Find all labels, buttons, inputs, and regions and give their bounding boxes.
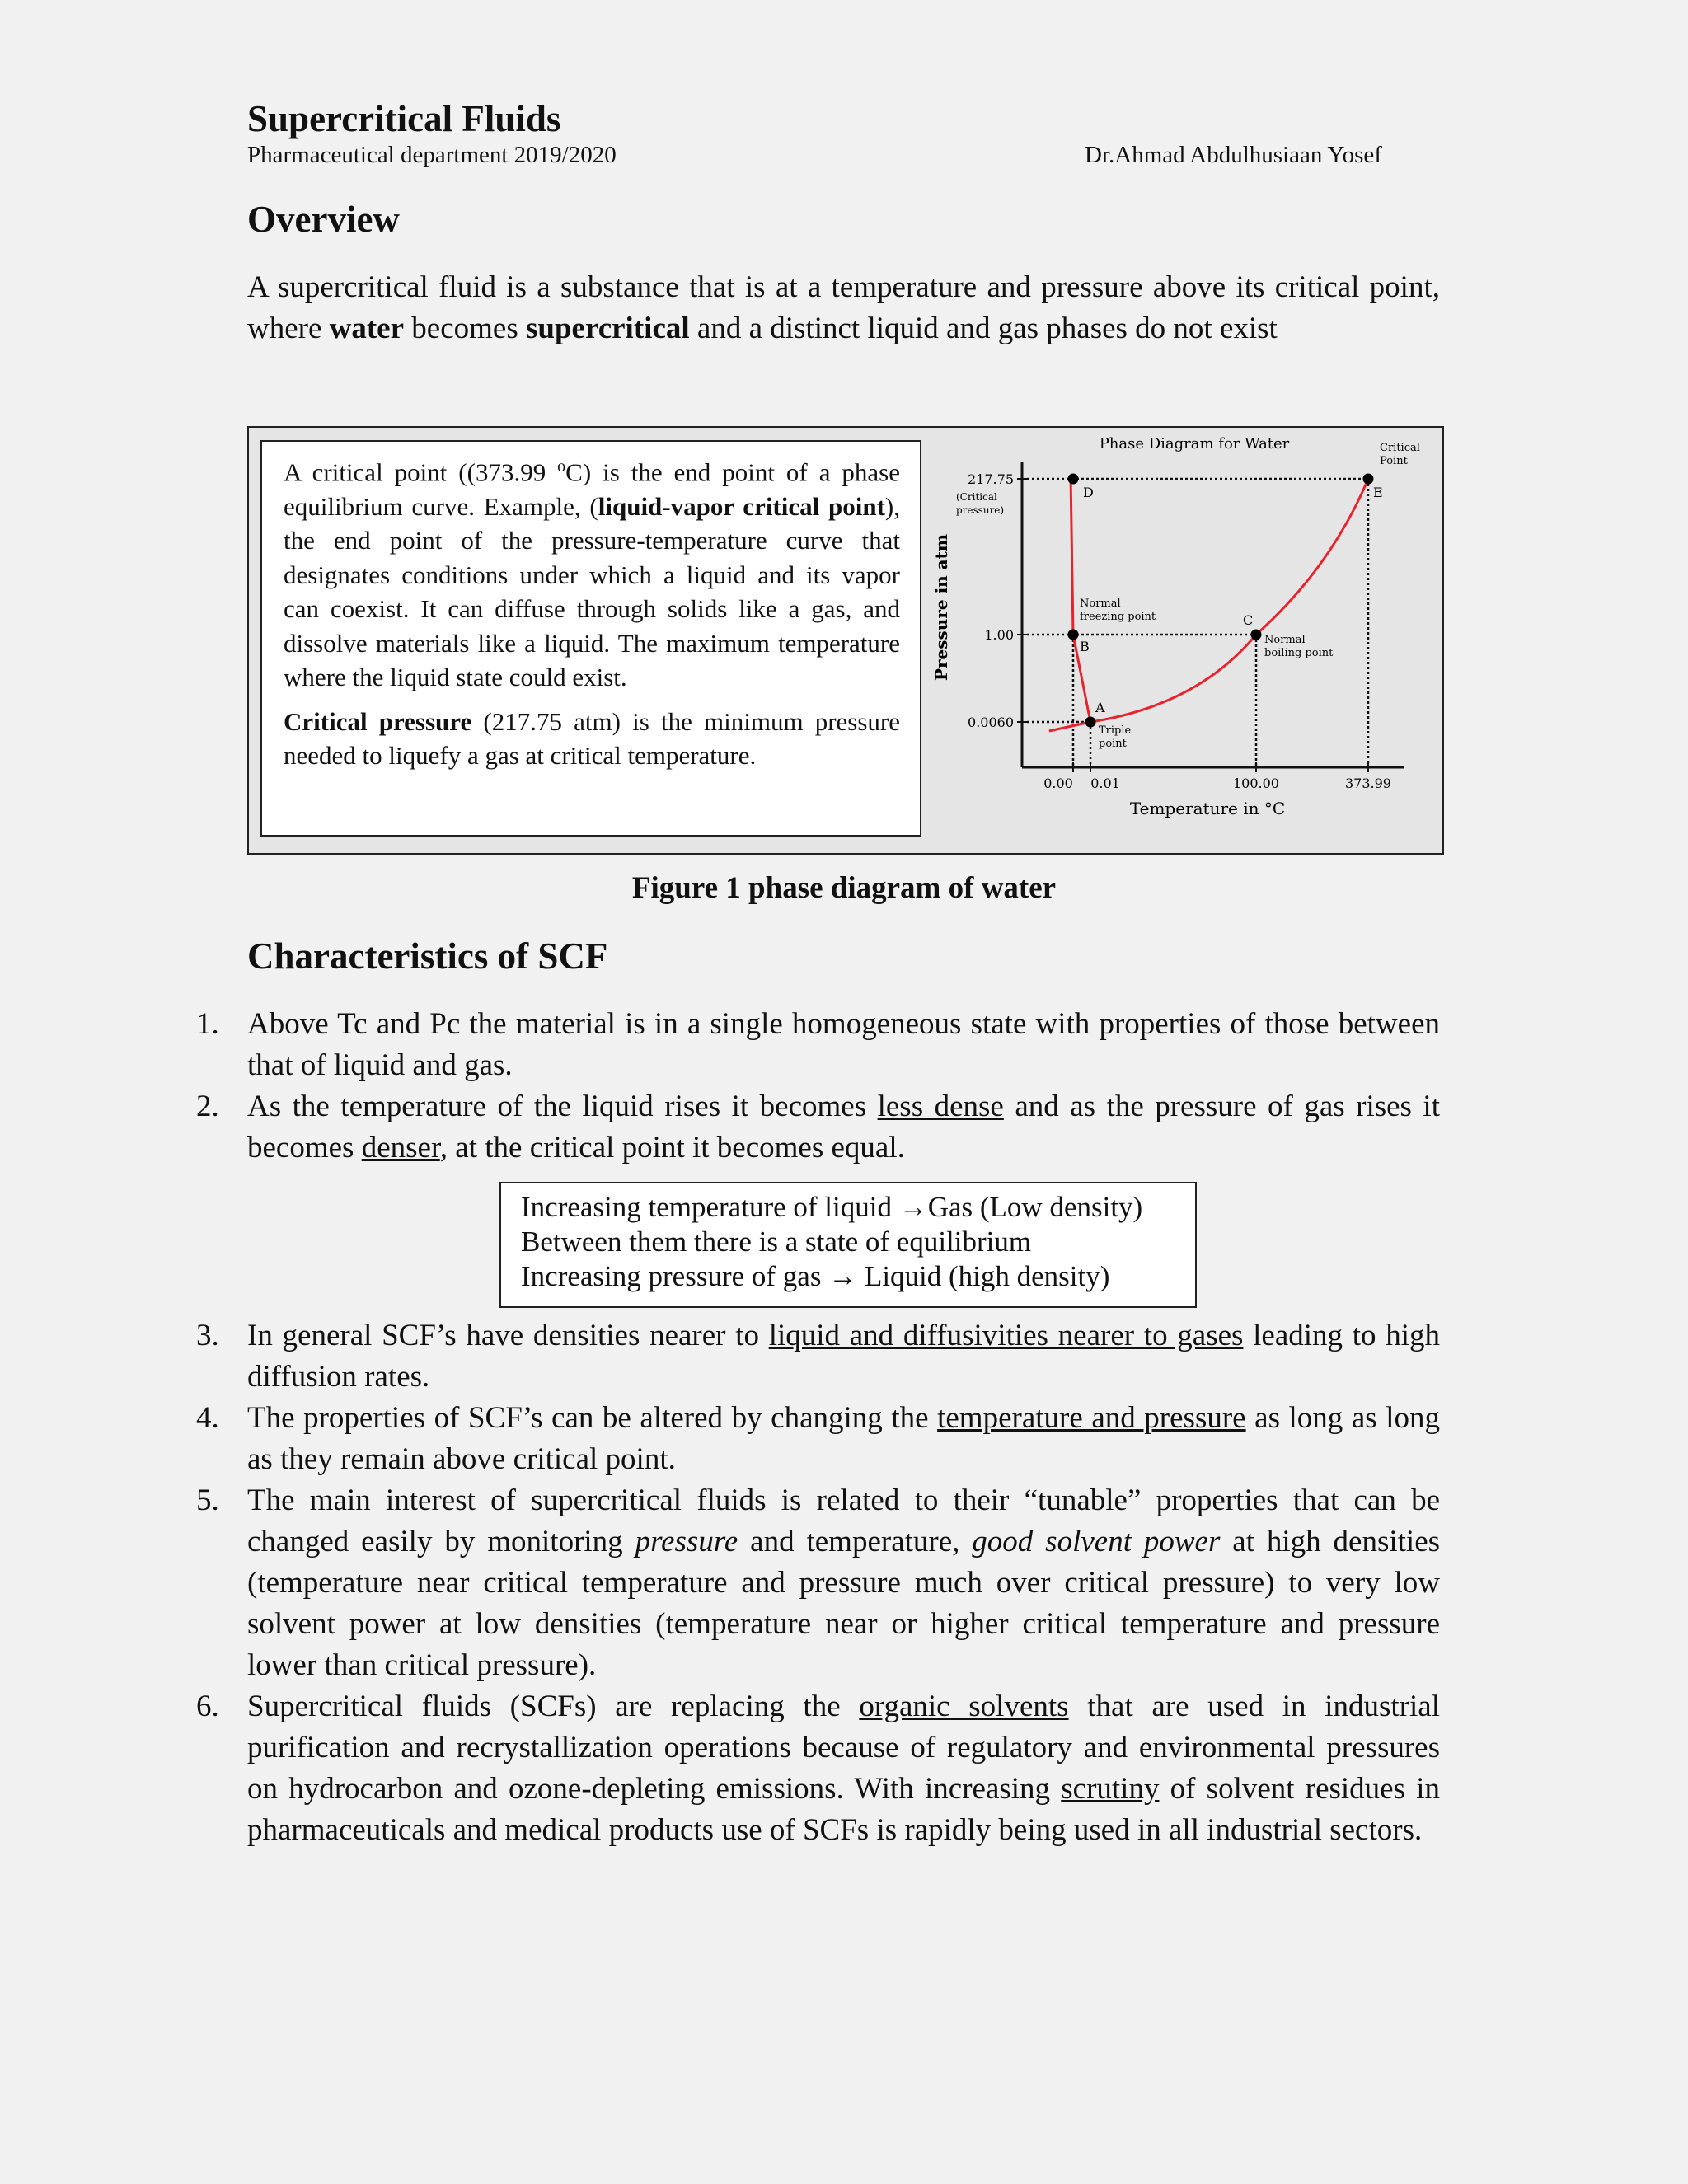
point-label-d: D bbox=[1083, 485, 1094, 500]
point-note: point bbox=[1099, 738, 1127, 750]
point-label-a: A bbox=[1095, 700, 1105, 715]
point-note: Normal bbox=[1264, 634, 1306, 646]
bold-supercritical: supercritical bbox=[525, 312, 690, 345]
list-item-5: 5. The main interest of supercritical fluids is related to their “tunable” properties that can be changed easily by monitoring pressure and temperature, good solvent power at high densities (temperature near critical temperature and pressure much over critical pressure) to very low solvent power at low densities (temperature near or higher critical temperature and pressure lower than critical pressure). bbox=[196, 1483, 1441, 1682]
point-note: Triple bbox=[1099, 724, 1132, 737]
point-d bbox=[1068, 474, 1079, 485]
list-item-4: 4. The properties of SCF’s can be altered by changing the temperature and pressure as long as long as they remain above critical point. bbox=[196, 1401, 1441, 1476]
point-label-e: E bbox=[1373, 485, 1383, 500]
y-tick-label: 1.00 bbox=[984, 627, 1014, 643]
figure-caption: Figure 1 phase diagram of water bbox=[631, 871, 1057, 905]
point-note: boiling point bbox=[1264, 647, 1334, 659]
y-tick-note: (Critical bbox=[956, 491, 997, 503]
y-tick-note: pressure) bbox=[956, 504, 1005, 516]
density-line-3: Increasing pressure of gas → Liquid (high density) bbox=[521, 1260, 1110, 1292]
characteristics-list-top bbox=[196, 1004, 1440, 1169]
figure-text-box bbox=[260, 440, 921, 837]
list-item-1: 1. Above Tc and Pc the material is in a single homogeneous state with properties of those between that of liquid and gas. bbox=[196, 1007, 1440, 1082]
chart-ylabel: Pressure in atm bbox=[931, 533, 951, 682]
point-note: freezing point bbox=[1080, 611, 1156, 623]
point-label-c: C bbox=[1243, 612, 1254, 628]
y-tick-label: 0.0060 bbox=[968, 715, 1014, 730]
point-note: Point bbox=[1380, 455, 1408, 467]
density-line-2: Between them there is a state of equilibrium bbox=[521, 1226, 1032, 1258]
phase-diagram-chart bbox=[925, 428, 1436, 840]
x-tick-label: 373.99 bbox=[1345, 776, 1391, 791]
list-item-2: 2. As the temperature of the liquid rises it becomes less dense and as the pressure of gas rises it becomes denser, at the critical point it becomes equal. bbox=[196, 1090, 1440, 1165]
point-label-b: B bbox=[1080, 639, 1090, 654]
document-title: Supercritical Fluids bbox=[247, 98, 561, 139]
critical-point-paragraph: A critical point ((373.99 $^o$C) is the end point of a phase equilibrium curve. Example, (liquid-vapor critical point), the end point of the pressure-temperature curve that designates conditions under which a liquid and its vapor can coexist. It can diffuse through solids like a gas, and dissolve materials like a liquid. The maximum temperature where the liquid state could exist. bbox=[284, 457, 900, 692]
characteristics-list-bottom bbox=[196, 1315, 1441, 1851]
point-c bbox=[1251, 630, 1262, 640]
density-line-1: Increasing temperature of liquid →Gas (Low density) bbox=[521, 1191, 1143, 1223]
point-b bbox=[1068, 630, 1079, 640]
x-tick-label: 100.00 bbox=[1233, 776, 1279, 791]
x-tick-label: 0.00 bbox=[1043, 776, 1073, 791]
bold-water: water bbox=[329, 312, 405, 345]
chart-xlabel: Temperature in °C bbox=[1129, 799, 1286, 818]
characteristics-heading: Characteristics of SCF bbox=[247, 935, 608, 977]
overview-heading: Overview bbox=[247, 199, 400, 240]
x-tick-label: 0.01 bbox=[1090, 776, 1120, 791]
author-label: Dr.Ahmad Abdulhusiaan Yosef bbox=[1085, 142, 1382, 168]
list-item-3: 3. In general SCF’s have densities nearer to liquid and diffusivities nearer to gases leading to high diffusion rates. bbox=[196, 1319, 1441, 1394]
point-e bbox=[1363, 474, 1374, 485]
list-item-6: 6. Supercritical fluids (SCFs) are replacing the organic solvents that are used in industrial purification and recrystallization operations because of regulatory and environmental pressures on hydrocarbon and ozone-depleting emissions. With increasing scrutiny of solvent residues in pharmaceuticals and medical products use of SCFs is rapidly being used in all industrial sectors. bbox=[196, 1690, 1440, 1847]
overview-paragraph: A supercritical fluid is a substance that is at a temperature and pressure above its critical point, where water becomes supercritical and a distinct liquid and gas phases do not exist bbox=[247, 270, 1440, 345]
critical-pressure-paragraph: Critical pressure (217.75 atm) is the minimum pressure needed to liquefy a gas at critical temperature. bbox=[284, 706, 901, 771]
y-tick-label: 217.75 bbox=[968, 471, 1014, 487]
point-note: Normal bbox=[1080, 598, 1121, 610]
density-summary-box bbox=[499, 1182, 1197, 1308]
vaporization-curve bbox=[1090, 479, 1368, 722]
sublimation-curve bbox=[1049, 722, 1090, 731]
point-a bbox=[1085, 717, 1096, 728]
department-label: Pharmaceutical department 2019/2020 bbox=[247, 142, 617, 168]
chart-title: Phase Diagram for Water bbox=[1099, 435, 1290, 452]
point-note: Critical bbox=[1380, 442, 1420, 454]
